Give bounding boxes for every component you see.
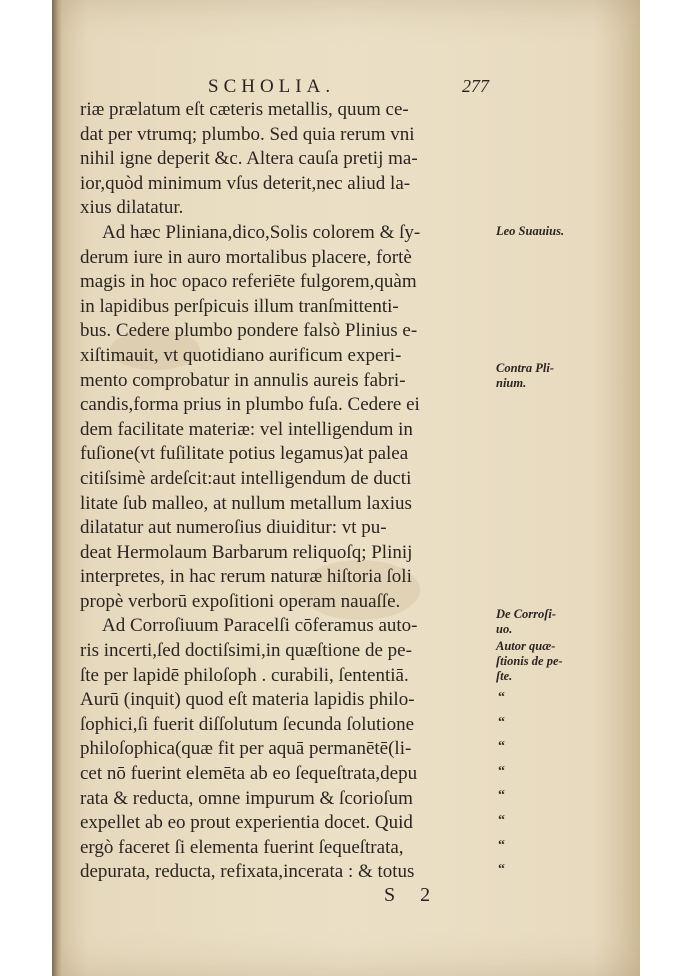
text-line: in lapidibus perſpicuis illum tranſmittenti- [80,295,399,317]
text-line: philoſophica(quæ fit per aquā permanētē(li- [80,738,412,760]
text-line: bus. Cedere plumbo pondere falsò Plinius e- [80,320,418,342]
margin-note-text: Leo Suauius. [496,224,565,238]
quotation-mark: “ [498,763,505,779]
text-line: ior,quòd minimum vſus deterit,nec aliud la- [80,172,411,194]
text-line: citiſsimè ardeſcit:aut intelligendum de ducti [80,467,412,489]
text-line: deat Hermolaum Barbarum reliquoſq; Plinij [80,541,413,563]
margin-note-text: Autor quæ- ſtionis de pe- ſte. [496,639,563,683]
quotation-mark: “ [498,788,505,804]
text-line: ſte per lapidē philoſoph . curabili, ſententiā. [80,664,409,686]
quotation-mark: “ [498,714,505,730]
margin-note-contra-plinium [496,346,628,391]
text-line: interpretes, in hac rerum naturæ hiſtoria ſoli [80,566,412,588]
margin-note-text: De Corroſi- uo. [496,607,557,636]
quotation-marks-column [498,686,505,883]
text-line: litate ſub malleo, at nullum metallum laxius [80,492,412,514]
text-line: magis in hoc opaco referiēte fulgorem,quàm [80,271,417,293]
quotation-mark: “ [498,862,505,878]
text-line: fuſione(vt fuſilitate potius legamus)at palea [80,443,409,465]
text-line: ergò faceret ſi elementa fuerint ſequeſtrata, [80,836,404,858]
quotation-mark: “ [498,837,505,853]
margin-note-leo-suauius [496,224,628,239]
text-line: ris incerti,ſed doctiſsimi,in quæſtione de pe- [80,640,412,662]
margin-note-text: Contra Pli- nium. [496,361,554,390]
quotation-mark: “ [498,690,505,705]
quotation-mark: “ [498,812,505,828]
text-line: Ad hæc Pliniana,dico,Solis colorem & ſy- [102,221,421,243]
text-line: dat per vtrumq; plumbo. Sed quia rerum vni [80,123,415,145]
quotation-mark: “ [498,739,505,755]
running-title: SCHOLIA. [208,76,336,97]
text-line: dilatatur aut numeroſius diuiditur: vt pu- [80,517,387,539]
text-line: rata & reducta, omne impurum & ſcorioſum [80,787,413,809]
text-line: xius dilatatur. [80,197,184,219]
text-line: Aurū (inquit) quod eſt materia lapidis philo- [80,689,415,711]
page-number: 277 [462,76,489,96]
text-line: derum iure in auro mortalibus placere, fortè [80,246,412,268]
text-line: depurata, reducta, refixata,incerata : & totus [80,861,415,883]
text-line: candis,forma prius in plumbo fuſa. Cedere ei [80,394,420,416]
text-line: expellet ab eo prout experientia docet. Quid [80,812,413,834]
text-line: cet nō fuerint elemēta ab eo ſequeſtrata,depu [80,763,418,785]
body-text [80,98,488,885]
page-gutter-shadow [52,0,62,976]
margin-note-autor-quaestionis [496,624,628,684]
text-line: xiſtimauit, vt quotidiano aurificum experi- [80,344,402,366]
text-line: ſophici,ſi fuerit diſſolutum ſecunda ſolutione [80,713,415,735]
text-line: nihil igne deperit &c. Altera cauſa pretij ma- [80,148,418,170]
text-line: riæ prælatum eſt cæteris metallis, quum ce- [80,99,409,120]
text-line: mento comprobatur in annulis aureis fabri- [80,369,406,391]
text-line: dem facilitate materiæ: vel intelligendum in [80,418,413,440]
text-line: Ad Corroſiuum Paracelſi cōferamus auto- [102,615,418,637]
text-line: propè verborū expoſitioni operam nauaſſe. [80,590,401,612]
signature-mark: S 2 [384,884,441,906]
